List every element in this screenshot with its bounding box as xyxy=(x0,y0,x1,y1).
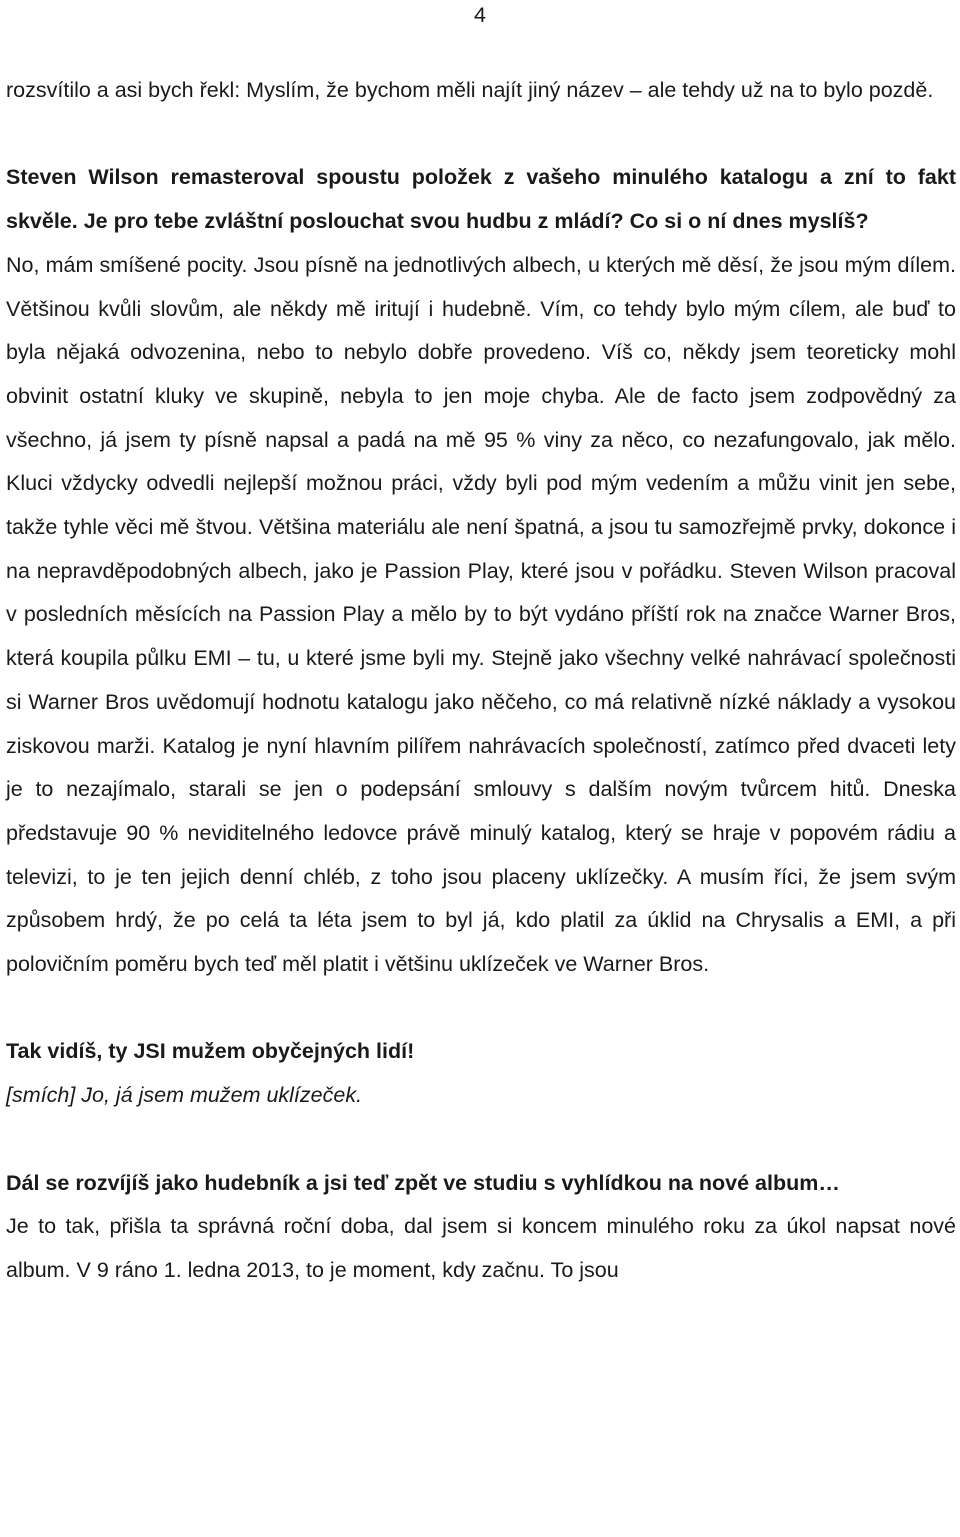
paragraph-spacer xyxy=(6,1118,956,1162)
paragraph-spacer xyxy=(6,113,956,157)
question-common-man: Tak vidíš, ty JSI mužem obyčejných lidí! xyxy=(6,1039,415,1064)
answer-new-album: Je to tak, přišla ta správná roční doba, dal jsem si koncem minulého roku za úkol napsat nové album. V 9 ráno 1. ledna 2013, to je moment, kdy začnu. To jsou xyxy=(6,1214,956,1282)
paragraph-spacer xyxy=(6,987,956,1031)
paragraph-intro: rozsvítilo a asi bych řekl: Myslím, že bychom měli najít jiný název – ale tehdy už na to bylo pozdě. xyxy=(6,78,934,102)
document-body xyxy=(6,69,956,1293)
page-number: 4 xyxy=(474,3,486,27)
answer-common-man: [smích] Jo, já jsem mužem uklízeček. xyxy=(6,1083,363,1108)
question-remaster: Steven Wilson remasteroval spoustu položek z vašeho minulého katalogu a zní to fakt skvěle. Je pro tebe zvláštní poslouchat svou hudbu z mládí? Co si o ní dnes myslíš? xyxy=(6,165,956,234)
question-new-album: Dál se rozvíjíš jako hudebník a jsi teď zpět ve studiu s vyhlídkou na nové album… xyxy=(6,1170,840,1195)
answer-remaster: No, mám smíšené pocity. Jsou písně na jednotlivých albech, u kterých mě děsí, že jsou mým dílem. Většinou kvůli slovům, ale někdy mě iritují i hudebně. Vím, co tehdy bylo mým cílem, ale buď to byla nějaká odvozenina, nebo to nebylo dobře provedeno. Víš co, někdy jsem teoreticky mohl obvinit ostatní kluky ve skupině, nebyla to jen moje chyba. Ale de facto jsem zodpovědný za všechno, já jsem ty písně napsal a padá na mě 95 % viny za něco, co nezafungovalo, jak mělo. Kluci vždycky odvedli nejlepší možnou práci, vždy byli pod mým vedením a můžu vinit jen sebe, takže tyhle věci mě štvou. Většina materiálu ale není špatná, a jsou tu samozřejmě prvky, dokonce i na nepravděpodobných albech, jako je Passion Play, které jsou v pořádku. Steven Wilson pracoval v posledních měsících na Passion Play a mělo by to být vydáno příští rok na značce Warner Bros, která koupila půlku EMI – tu, u které jsme byli my. Stejně jako všechny velké nahrávací společnosti si Warner Bros uvědomují hodnotu katalogu jako něčeho, co má relativně nízké náklady a vysokou ziskovou marži. Katalog je nyní hlavním pilířem nahrávacích společností, zatímco před dvaceti lety je to nezajímalo, starali se jen o podepsání smlouvy s dalším novým tvůrcem hitů. Dneska představuje 90 % neviditelného ledovce právě minulý katalog, který se hraje v popovém rádiu a televizi, to je ten jejich denní chléb, z toho jsou placeny uklízečky. A musím říci, že jsem svým způsobem hrdý, že po celá ta léta jsem to byl já, kdo platil za úklid na Chrysalis a EMI, a při polovičním poměru bych teď měl platit i většinu uklízeček ve Warner Bros. xyxy=(6,252,956,977)
